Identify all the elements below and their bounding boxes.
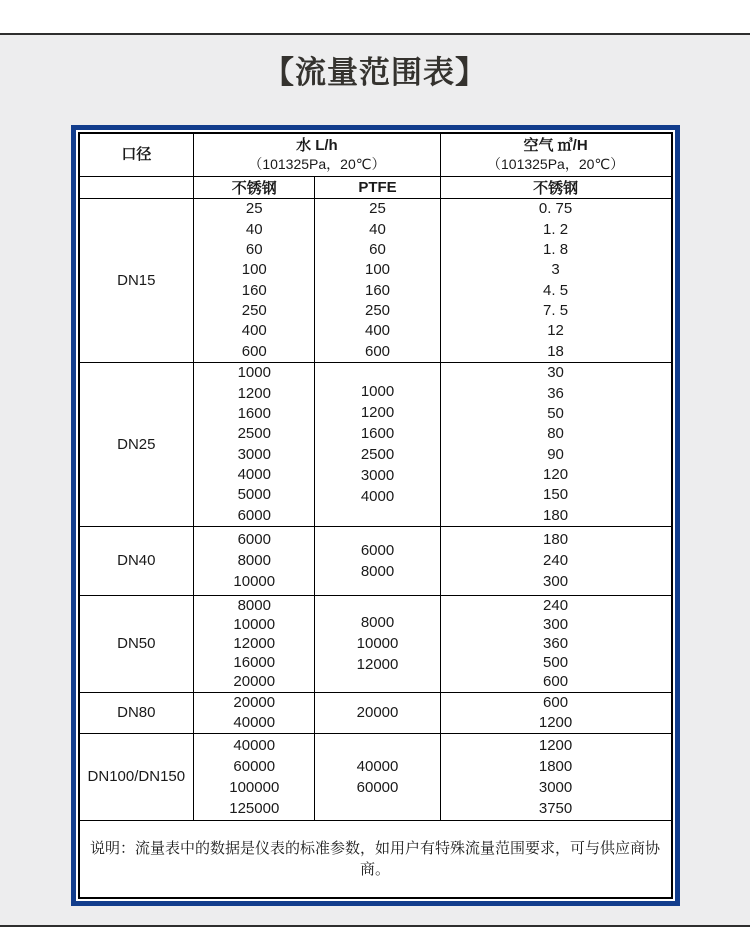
- value-line: 150: [543, 486, 569, 504]
- air-header-condition: （101325Pa，20℃）: [487, 156, 625, 173]
- value-line: 1600: [237, 404, 271, 422]
- water-ss-values: [194, 692, 315, 733]
- value-line: 36: [547, 384, 564, 402]
- value-line: 1200: [538, 736, 573, 754]
- value-line: 1200: [360, 404, 395, 421]
- value-line: 8000: [360, 614, 395, 631]
- value-line: 600: [241, 342, 267, 360]
- value-line: 8000: [237, 552, 271, 569]
- diameter-header-label: 口径: [121, 146, 152, 164]
- air-header: [440, 133, 671, 176]
- value-line: 3000: [360, 467, 395, 484]
- table-row-dn25: [79, 362, 672, 526]
- value-line: 60: [369, 240, 386, 258]
- table-row-dn15: [79, 198, 672, 362]
- table-row-dn50: [79, 595, 672, 692]
- diameter-cell: DN100/DN150: [79, 733, 194, 820]
- value-line: 240: [543, 552, 569, 569]
- table-row-dn80: [79, 692, 672, 733]
- note-row: [79, 820, 672, 898]
- value-line: 1. 2: [543, 220, 569, 238]
- header-row-materials: [79, 176, 672, 198]
- air-ss-values: [440, 733, 671, 820]
- value-line: 400: [241, 322, 267, 340]
- header-row-units: [79, 133, 672, 176]
- value-line: 20000: [233, 694, 276, 711]
- value-line: 1200: [538, 714, 573, 731]
- air-ss-values: [440, 692, 671, 733]
- top-white-strip: [0, 0, 750, 33]
- value-line: 600: [364, 342, 391, 360]
- water-ptfe-subheader: PTFE: [315, 176, 440, 198]
- air-ss-values: [440, 595, 671, 692]
- value-line: 100: [241, 261, 267, 279]
- table-row-dn40: [79, 526, 672, 595]
- air-header-title: 空气 ㎥/H: [523, 137, 588, 155]
- value-line: 5000: [237, 486, 271, 504]
- water-ss-subheader: 不锈钢: [194, 176, 315, 198]
- value-line: 1600: [360, 425, 395, 442]
- page-title: 【流量范围表】: [263, 55, 487, 90]
- value-line: 160: [364, 281, 391, 299]
- value-line: 100000: [229, 778, 280, 796]
- value-line: 6000: [237, 506, 271, 524]
- value-line: 400: [364, 322, 391, 340]
- value-line: 25: [245, 200, 263, 218]
- value-line: 60: [245, 240, 263, 258]
- water-ptfe-values: [315, 692, 440, 733]
- water-ptfe-values: [315, 733, 440, 820]
- value-line: 4000: [237, 466, 271, 484]
- value-line: 80: [547, 425, 564, 443]
- value-line: 40000: [356, 757, 399, 775]
- value-line: 7. 5: [543, 302, 569, 320]
- value-line: 300: [543, 573, 569, 590]
- value-line: 1000: [360, 383, 395, 400]
- water-ptfe-values: [315, 595, 440, 692]
- water-ptfe-values: [315, 362, 440, 526]
- water-ss-values: [194, 198, 315, 362]
- value-line: 90: [547, 445, 564, 463]
- value-line: 180: [543, 506, 569, 524]
- value-line: 3: [551, 261, 560, 279]
- value-line: 250: [364, 302, 391, 320]
- diameter-header: [79, 133, 194, 176]
- value-line: 160: [241, 281, 267, 299]
- value-line: 10000: [233, 615, 276, 633]
- value-line: 300: [543, 615, 569, 633]
- table-frame: [71, 125, 680, 906]
- value-line: 10000: [356, 635, 399, 652]
- value-line: 6000: [237, 531, 271, 548]
- air-ss-values: [440, 362, 671, 526]
- value-line: 18: [547, 342, 564, 360]
- water-ss-values: [194, 595, 315, 692]
- value-line: 1200: [237, 384, 271, 402]
- value-line: 360: [543, 635, 569, 652]
- diameter-cell: DN15: [79, 198, 194, 362]
- value-line: 12000: [356, 656, 399, 673]
- value-line: 3000: [237, 445, 271, 463]
- value-line: 50: [547, 404, 564, 422]
- value-line: 0. 75: [538, 200, 573, 218]
- value-line: 60000: [233, 757, 276, 775]
- value-line: 500: [543, 654, 569, 672]
- note-text: 说明：流量表中的数据是仪表的标准参数，如用户有特殊流量范围要求，可与供应商协商。: [79, 820, 672, 898]
- table-row-dn100-dn150: [79, 733, 672, 820]
- value-line: 12000: [233, 635, 276, 652]
- value-line: 1. 8: [543, 240, 569, 258]
- value-line: 20000: [233, 673, 276, 691]
- value-line: 20000: [356, 704, 399, 721]
- value-line: 25: [369, 200, 386, 218]
- value-line: 2500: [237, 425, 271, 443]
- water-ss-values: [194, 526, 315, 595]
- air-ss-values: [440, 198, 671, 362]
- water-header-title: 水 L/h: [296, 137, 338, 155]
- value-line: 3000: [538, 778, 573, 796]
- water-ptfe-values: [315, 198, 440, 362]
- value-line: 100: [364, 261, 391, 279]
- flow-range-table: [78, 132, 673, 899]
- value-line: 10000: [233, 573, 276, 590]
- value-line: 2500: [360, 446, 395, 463]
- value-line: 40000: [233, 736, 276, 754]
- value-line: 250: [241, 302, 267, 320]
- diameter-cell: DN40: [79, 526, 194, 595]
- value-line: 1800: [538, 757, 573, 775]
- value-line: 3750: [538, 799, 573, 817]
- value-line: 40000: [233, 714, 276, 731]
- value-line: 4000: [360, 488, 395, 505]
- value-line: 125000: [229, 799, 280, 817]
- value-line: 180: [543, 531, 569, 548]
- value-line: 8000: [237, 596, 271, 614]
- air-ss-values: [440, 526, 671, 595]
- value-line: 60000: [356, 778, 399, 796]
- value-line: 8000: [360, 562, 395, 580]
- water-header: [194, 133, 440, 176]
- value-line: 120: [543, 466, 569, 484]
- water-header-condition: （101325Pa，20℃）: [248, 156, 386, 173]
- water-ss-values: [194, 362, 315, 526]
- value-line: 600: [543, 694, 569, 711]
- diameter-cell: DN50: [79, 595, 194, 692]
- value-line: 40: [369, 220, 386, 238]
- value-line: 6000: [360, 541, 395, 559]
- value-line: 12: [547, 322, 564, 340]
- diameter-cell: DN25: [79, 362, 194, 526]
- value-line: 16000: [233, 654, 276, 672]
- value-line: 30: [547, 364, 564, 382]
- value-line: 1000: [237, 364, 271, 382]
- diameter-subheader-empty: [79, 176, 194, 198]
- value-line: 4. 5: [543, 281, 569, 299]
- value-line: 600: [543, 673, 569, 691]
- diameter-cell: DN80: [79, 692, 194, 733]
- water-ptfe-values: [315, 526, 440, 595]
- water-ss-values: [194, 733, 315, 820]
- value-line: 40: [245, 220, 263, 238]
- page-body: [0, 33, 750, 927]
- value-line: 240: [543, 596, 569, 614]
- air-ss-subheader: 不锈钢: [440, 176, 671, 198]
